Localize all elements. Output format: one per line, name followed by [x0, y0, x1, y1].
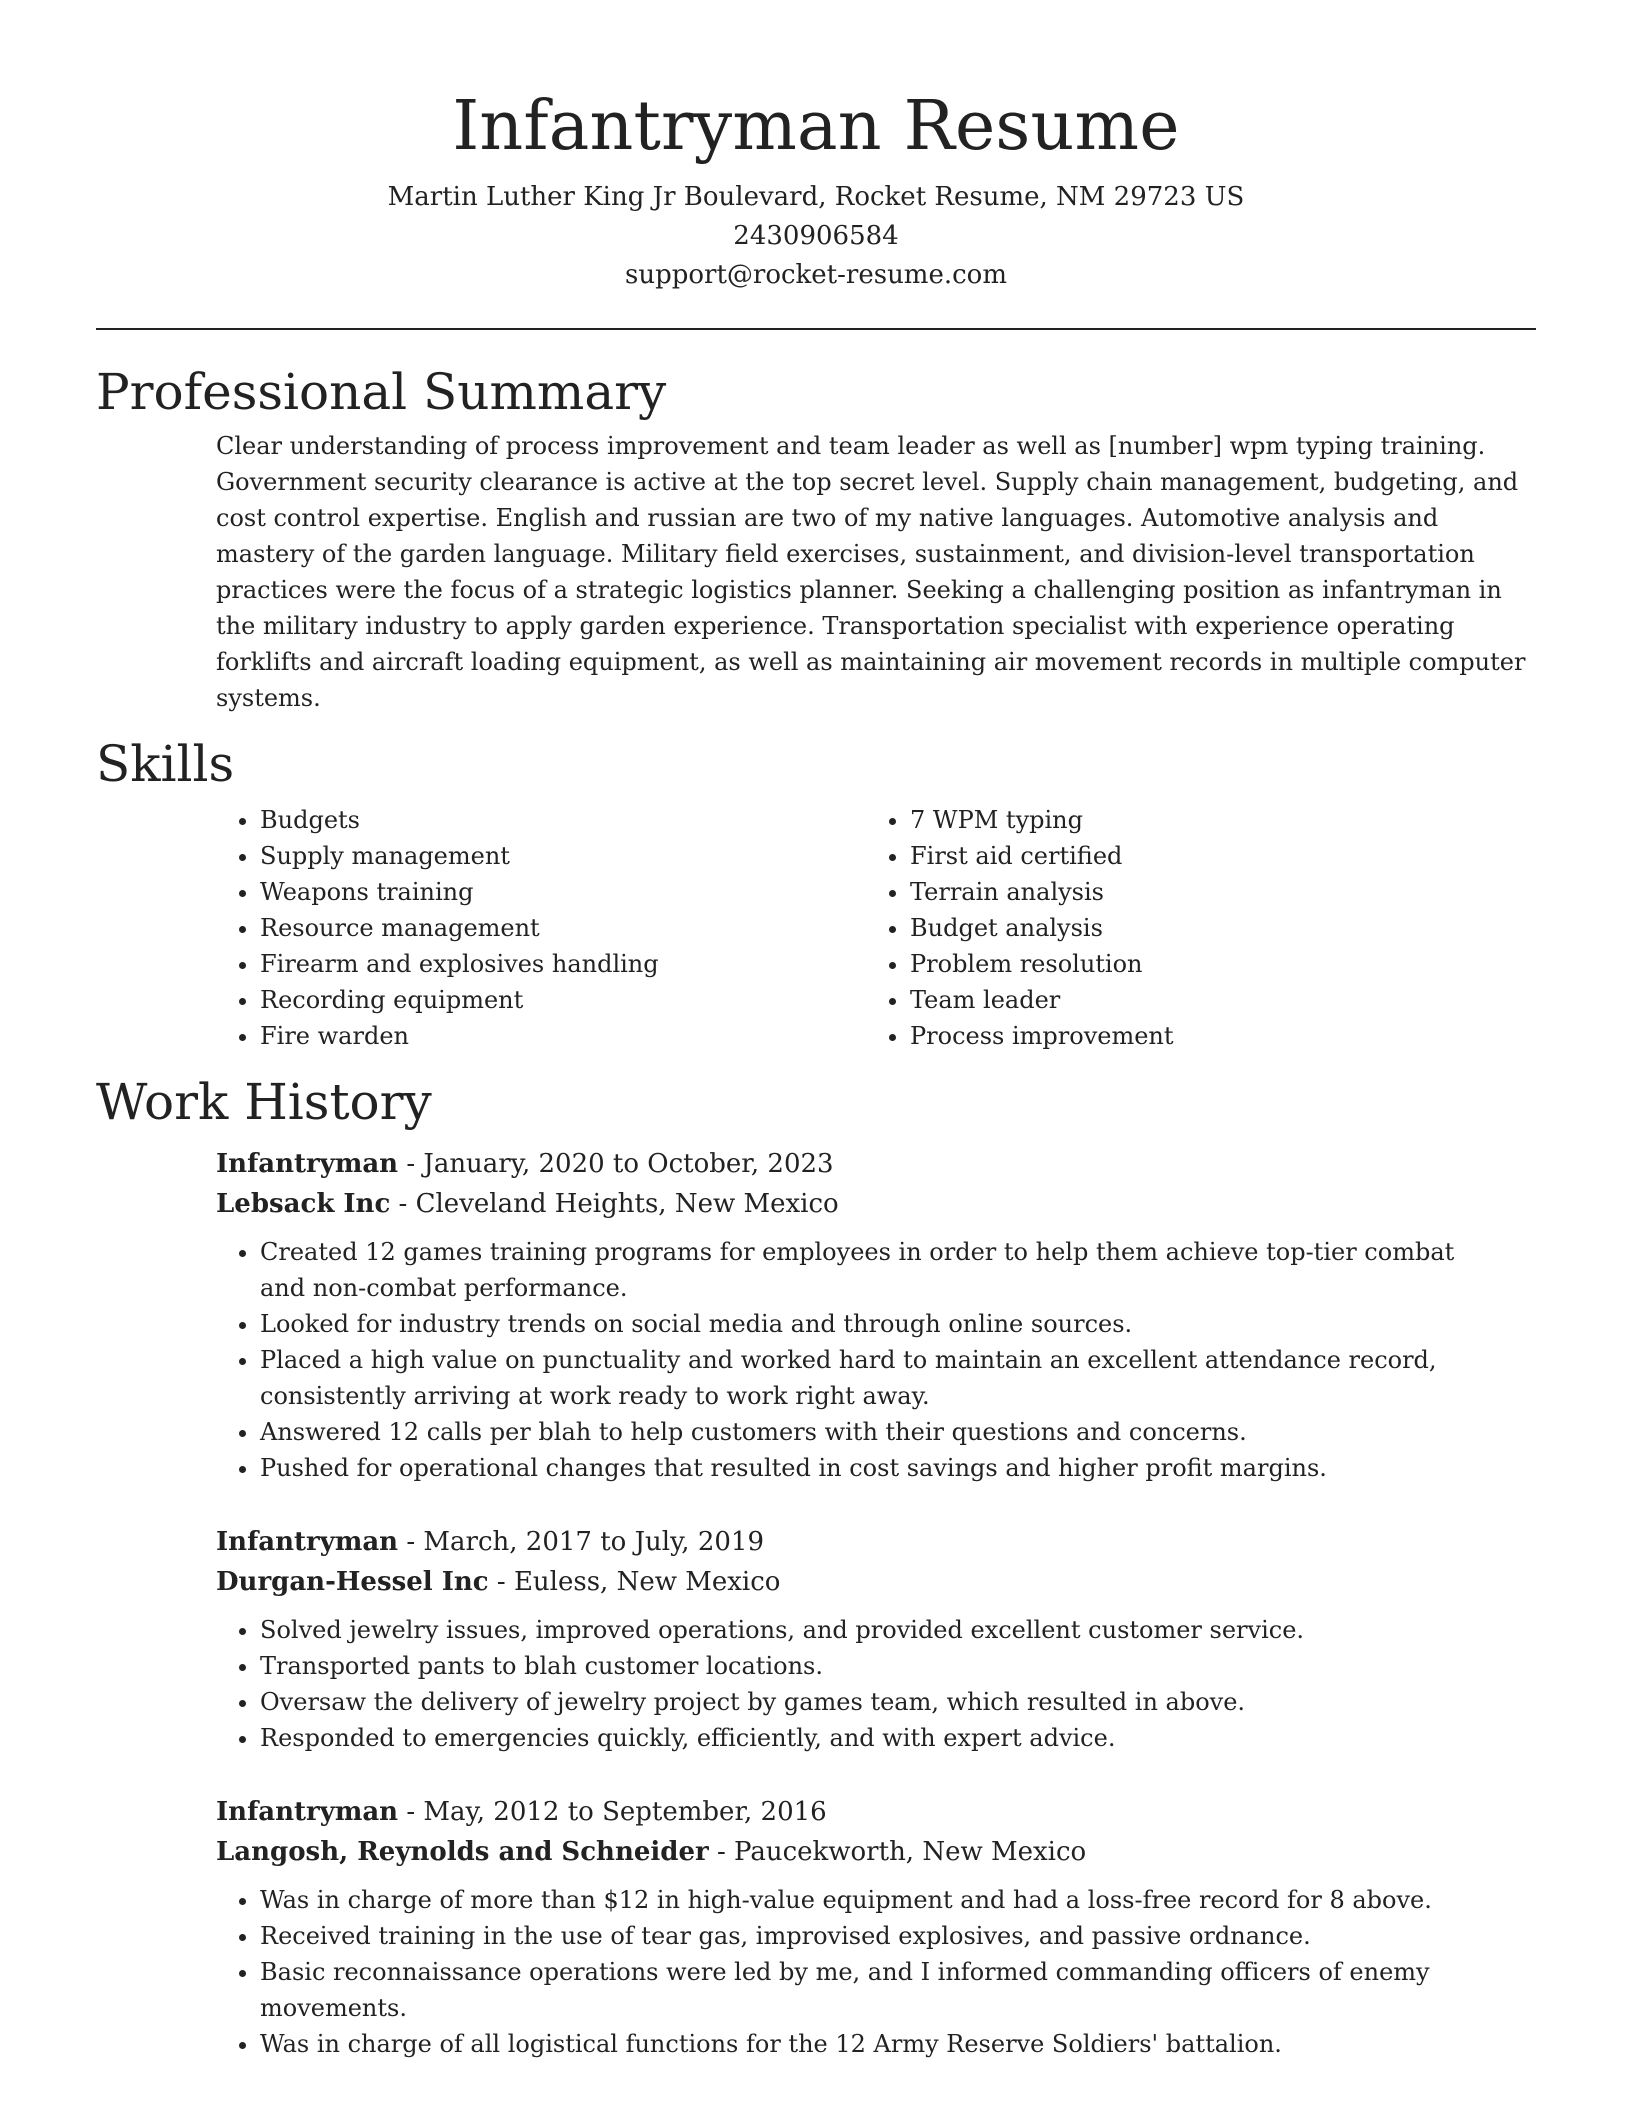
job-duty: • Was in charge of all logistical functions for the 12 Army Reserve Soldiers' battalion. — [260, 2026, 1488, 2062]
job-duty: • Answered 12 calls per blah to help customers with their questions and concerns. — [260, 1414, 1488, 1450]
contact-address: Martin Luther King Jr Boulevard, Rocket Resume, NM 29723 US — [387, 182, 1245, 212]
resume-title: Infantryman Resume — [452, 87, 1180, 166]
contact-info — [96, 178, 1536, 295]
job-location: - Paucekworth, New Mexico — [708, 1837, 1087, 1867]
resume-header — [96, 0, 1536, 295]
contact-email: support@rocket-resume.com — [624, 260, 1007, 290]
job-duty: • Pushed for operational changes that resulted in cost savings and higher profit margins. — [260, 1450, 1488, 1486]
job-duty: • Responded to emergencies quickly, efficiently, and with expert advice. — [260, 1720, 1488, 1756]
job-dates: - January, 2020 to October, 2023 — [398, 1149, 834, 1179]
job-duty: • Placed a high value on punctuality and worked hard to maintain an excellent attendance record, consistently arriving at work ready to work right away. — [260, 1342, 1488, 1414]
job-company: Durgan-Hessel Inc — [216, 1567, 489, 1597]
job-duties — [216, 1612, 1488, 1756]
job-title: Infantryman — [216, 1527, 399, 1557]
job-duty: • Solved jewelry issues, improved operations, and provided excellent customer service. — [260, 1612, 1488, 1648]
skill-item: • Budget analysis — [910, 910, 1516, 946]
job-dates: - March, 2017 to July, 2019 — [398, 1527, 764, 1557]
skill-item: • Problem resolution — [910, 946, 1516, 982]
skill-item: • First aid certified — [910, 838, 1516, 874]
skill-item: • Firearm and explosives handling — [260, 946, 866, 982]
skill-item: • Weapons training — [260, 874, 866, 910]
skill-item: • Budgets — [260, 802, 866, 838]
job-duties — [216, 1882, 1488, 2062]
skill-item: • Process improvement — [910, 1018, 1516, 1054]
job-company-line — [216, 1562, 1536, 1602]
job-location: - Cleveland Heights, New Mexico — [390, 1189, 839, 1219]
summary-text: Clear understanding of process improvement and team leader as well as [number] wpm typing training. Government security clearance is active at the top secret level. Supply chain management, budgeting, and cost control expertise. English and russian are two of my native languages. Automotive analysis and mastery of the garden language. Military field exercises, sustainment, and division-level transportation practices were the focus of a strategic logistics planner. Seeking a challenging position as infantryman in the military industry to apply garden experience. Transportation specialist with experience operating forklifts and aircraft loading equipment, as well as maintaining air movement records in multiple computer systems. — [216, 432, 1526, 712]
skill-item: • Terrain analysis — [910, 874, 1516, 910]
job-location: - Euless, New Mexico — [488, 1567, 781, 1597]
header-divider — [96, 328, 1536, 330]
job-company: Lebsack Inc — [216, 1189, 391, 1219]
job-entry — [216, 1144, 1536, 1486]
skill-item: • Team leader — [910, 982, 1516, 1018]
job-duty: • Oversaw the delivery of jewelry project by games team, which resulted in above. — [260, 1684, 1488, 1720]
job-duty: • Transported pants to blah customer locations. — [260, 1648, 1488, 1684]
skill-item: • Fire warden — [260, 1018, 866, 1054]
skill-item: • Recording equipment — [260, 982, 866, 1018]
skills-column-left — [216, 802, 866, 1054]
skill-item: • Resource management — [260, 910, 866, 946]
job-title-line — [216, 1144, 1536, 1184]
skill-item: • 7 WPM typing — [910, 802, 1516, 838]
job-duty: • Looked for industry trends on social media and through online sources. — [260, 1306, 1488, 1342]
job-duty: • Created 12 games training programs for employees in order to help them achieve top-tier combat and non-combat performance. — [260, 1234, 1488, 1306]
summary-heading: Professional Summary — [96, 363, 667, 421]
job-duty: • Basic reconnaissance operations were led by me, and I informed commanding officers of enemy movements. — [260, 1954, 1488, 2026]
job-duty: • Received training in the use of tear gas, improvised explosives, and passive ordnance. — [260, 1918, 1488, 1954]
skill-item: • Supply management — [260, 838, 866, 874]
job-title-line — [216, 1522, 1536, 1562]
job-title: Infantryman — [216, 1797, 399, 1827]
work-history-heading: Work History — [96, 1073, 432, 1131]
job-duties — [216, 1234, 1488, 1486]
skills-heading: Skills — [96, 735, 235, 793]
job-duty: • Was in charge of more than $12 in high-value equipment and had a loss-free record for 8 above. — [260, 1882, 1488, 1918]
job-company-line — [216, 1832, 1536, 1872]
skills-list — [216, 802, 1536, 1054]
job-title: Infantryman — [216, 1149, 399, 1179]
skills-column-right — [866, 802, 1516, 1054]
job-entry — [216, 1522, 1536, 1756]
job-entry — [216, 1792, 1536, 2062]
job-dates: - May, 2012 to September, 2016 — [398, 1797, 827, 1827]
resume-page — [96, 0, 1536, 2062]
job-company-line — [216, 1184, 1536, 1224]
job-company: Langosh, Reynolds and Schneider — [216, 1837, 709, 1867]
job-title-line — [216, 1792, 1536, 1832]
contact-phone: 2430906584 — [733, 221, 899, 251]
